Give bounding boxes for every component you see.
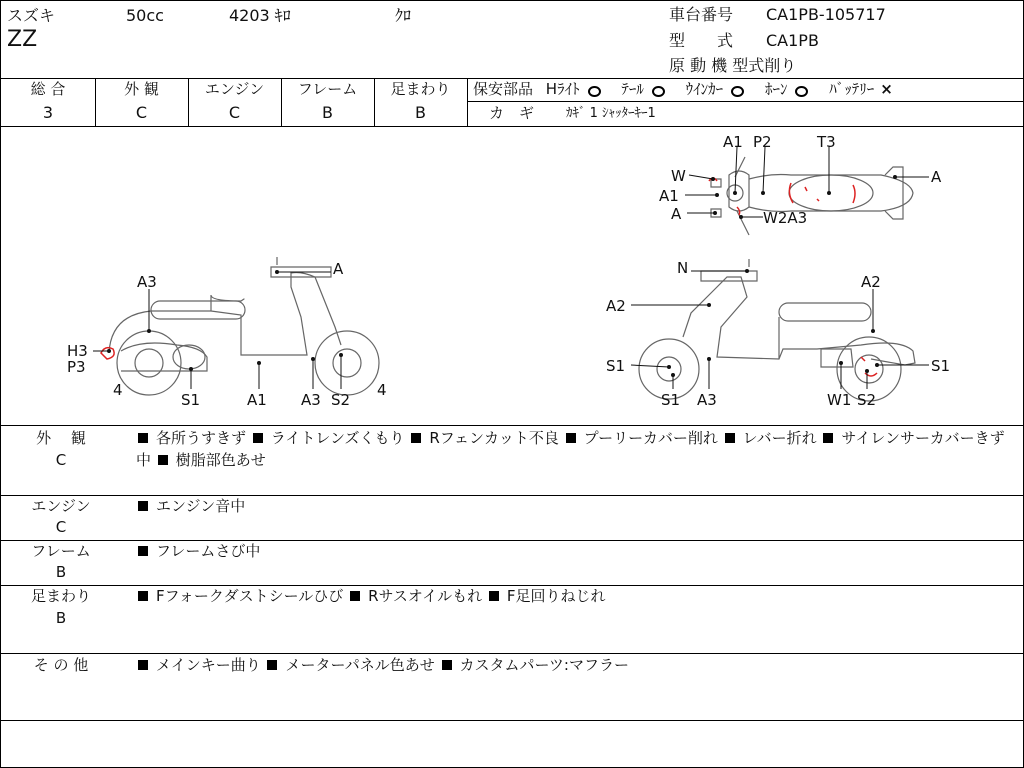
- diagram-label: 4: [377, 381, 387, 399]
- bullet-square-icon: [138, 501, 148, 511]
- diagram-label: A1: [659, 187, 679, 205]
- diagram-label: S1: [606, 357, 626, 375]
- diagram-label: H3: [67, 342, 88, 360]
- diagram-label: A1: [247, 391, 267, 409]
- remark-item: メインキー曲り: [156, 656, 261, 674]
- remark-item: カスタムパーツ:マフラー: [459, 656, 629, 674]
- diagram-label: S1: [181, 391, 201, 409]
- section-grade-frame: B: [55, 563, 67, 581]
- section-label-other: そ の 他: [33, 656, 89, 674]
- bullet-square-icon: [253, 433, 263, 443]
- bullet-square-icon: [158, 455, 168, 465]
- remark-item: プーリーカバー削れ: [583, 429, 718, 447]
- remark-item: エンジン音中: [156, 497, 246, 515]
- diagram-labels: [67, 133, 950, 409]
- model-code: CA1PB: [766, 31, 819, 50]
- bullet-square-icon: [823, 433, 833, 443]
- top-view-scooter: [709, 157, 913, 235]
- frame-no: CA1PB-105717: [766, 5, 886, 24]
- grade-value-exterior: C: [135, 103, 148, 122]
- diagram-label: P3: [67, 358, 86, 376]
- displacement: 50cc: [126, 6, 164, 25]
- bullet-square-icon: [411, 433, 421, 443]
- maker: スズキ: [7, 6, 56, 25]
- remark-item: フレームさび中: [156, 542, 261, 560]
- diagram-label: A2: [861, 273, 881, 291]
- grade-value-engine: C: [228, 103, 241, 122]
- bullet-square-icon: [489, 591, 499, 601]
- bullet-square-icon: [138, 433, 148, 443]
- taillight-label: ﾃｰﾙ: [621, 80, 644, 98]
- diagram-label: S2: [857, 391, 877, 409]
- remark-item: Rサスオイルもれ: [368, 587, 483, 605]
- section-grade-engine: C: [55, 518, 67, 536]
- diagram-label: 4: [113, 381, 123, 399]
- bullet-square-icon: [350, 591, 360, 601]
- diagram-label: T3: [817, 133, 836, 151]
- section-grade-exterior: C: [55, 451, 67, 469]
- grade-value-overall: 3: [42, 103, 54, 122]
- remark-item: ライトレンズくもり: [270, 429, 405, 447]
- bullet-square-icon: [267, 660, 277, 670]
- grade-value-suspension: B: [415, 103, 426, 122]
- bullet-square-icon: [138, 660, 148, 670]
- section-items-engine: [136, 495, 1011, 517]
- grade-label-suspension: 足まわり: [390, 80, 451, 98]
- divider: [1, 720, 1023, 721]
- diagram-label: S2: [331, 391, 351, 409]
- diagram-label: A: [931, 168, 942, 186]
- diagram-label: A3: [697, 391, 717, 409]
- section-label-engine: エンジン: [31, 497, 91, 515]
- model-name: ZZ: [7, 27, 38, 52]
- remark-item: 各所うすきず: [156, 429, 247, 447]
- diagram-label: N: [677, 259, 689, 277]
- diagram-label: S1: [931, 357, 951, 375]
- diagram-label: W2A3: [763, 209, 808, 227]
- bullet-square-icon: [442, 660, 452, 670]
- remark-item: Rフェンカット不良: [429, 429, 559, 447]
- remark-item: レバー折れ: [742, 429, 817, 447]
- section-items-suspension: [136, 585, 1011, 607]
- mileage: 4203 ｷﾛ: [229, 6, 291, 25]
- grade-label-engine: エンジン: [204, 80, 265, 98]
- ok-circle-icon: [652, 86, 665, 97]
- section-label-suspension: 足まわり: [30, 587, 91, 605]
- diagram-label: A: [333, 260, 344, 278]
- section-grade-suspension: B: [55, 609, 67, 627]
- remark-item: サイレンサーカバーきず中: [136, 429, 1005, 469]
- grade-label-exterior: 外 観: [124, 80, 159, 98]
- key-label: カ ギ: [489, 104, 535, 122]
- color: ｸﾛ: [395, 6, 412, 25]
- bullet-square-icon: [138, 591, 148, 601]
- diagram-label: A3: [301, 391, 321, 409]
- grade-label-overall: 総 合: [30, 80, 66, 98]
- diagram-label: A1: [723, 133, 743, 151]
- diagram-label: S1: [661, 391, 681, 409]
- ok-circle-icon: [795, 86, 808, 97]
- bullet-square-icon: [566, 433, 576, 443]
- diagram-label: W1: [827, 391, 852, 409]
- safety-label: 保安部品: [473, 80, 534, 98]
- damage-diagram: [1, 127, 1023, 425]
- remark-item: Fフォークダストシールひび: [156, 587, 344, 605]
- model-label: 型 式: [669, 31, 734, 50]
- section-label-exterior: 外 観: [36, 429, 86, 447]
- winker-label: ｳｲﾝｶｰ: [685, 80, 724, 98]
- bullet-square-icon: [138, 546, 148, 556]
- ok-circle-icon: [731, 86, 744, 97]
- horn-label: ﾎｰﾝ: [764, 80, 788, 98]
- divider: [1, 78, 1023, 79]
- diagram-label: A: [671, 205, 682, 223]
- safety-parts-row: [473, 80, 893, 99]
- section-items-exterior: [136, 427, 1011, 471]
- grade-value-frame: B: [322, 103, 333, 122]
- section-items-frame: [136, 540, 1011, 562]
- battery-label: ﾊﾞｯﾃﾘｰ: [829, 80, 875, 98]
- diagram-label: W: [671, 167, 686, 185]
- remark-item: 樹脂部色あせ: [175, 451, 266, 469]
- frame-no-label: 車台番号: [669, 5, 734, 24]
- ok-circle-icon: [588, 86, 601, 97]
- key-text: ｶｷﾞ 1 ｼｬｯﾀｰｷｰ1: [566, 106, 656, 121]
- bullet-square-icon: [725, 433, 735, 443]
- divider: [467, 101, 1023, 102]
- section-items-other: [136, 654, 1011, 676]
- divider: [467, 78, 468, 126]
- battery-mark: ×: [880, 80, 893, 98]
- remark-item: メーターパネル色あせ: [285, 656, 435, 674]
- remark-item: F足回りねじれ: [506, 587, 606, 605]
- diagram-label: A3: [137, 273, 157, 291]
- diagram-label: A2: [606, 297, 626, 315]
- grade-label-frame: フレーム: [297, 80, 358, 98]
- headlight-label: Hﾗｲﾄ: [545, 80, 580, 98]
- engine-label: 原 動 機 型式削り: [669, 56, 797, 75]
- section-label-frame: フレーム: [31, 542, 91, 560]
- divider: [1, 425, 1023, 426]
- diagram-label: P2: [753, 133, 772, 151]
